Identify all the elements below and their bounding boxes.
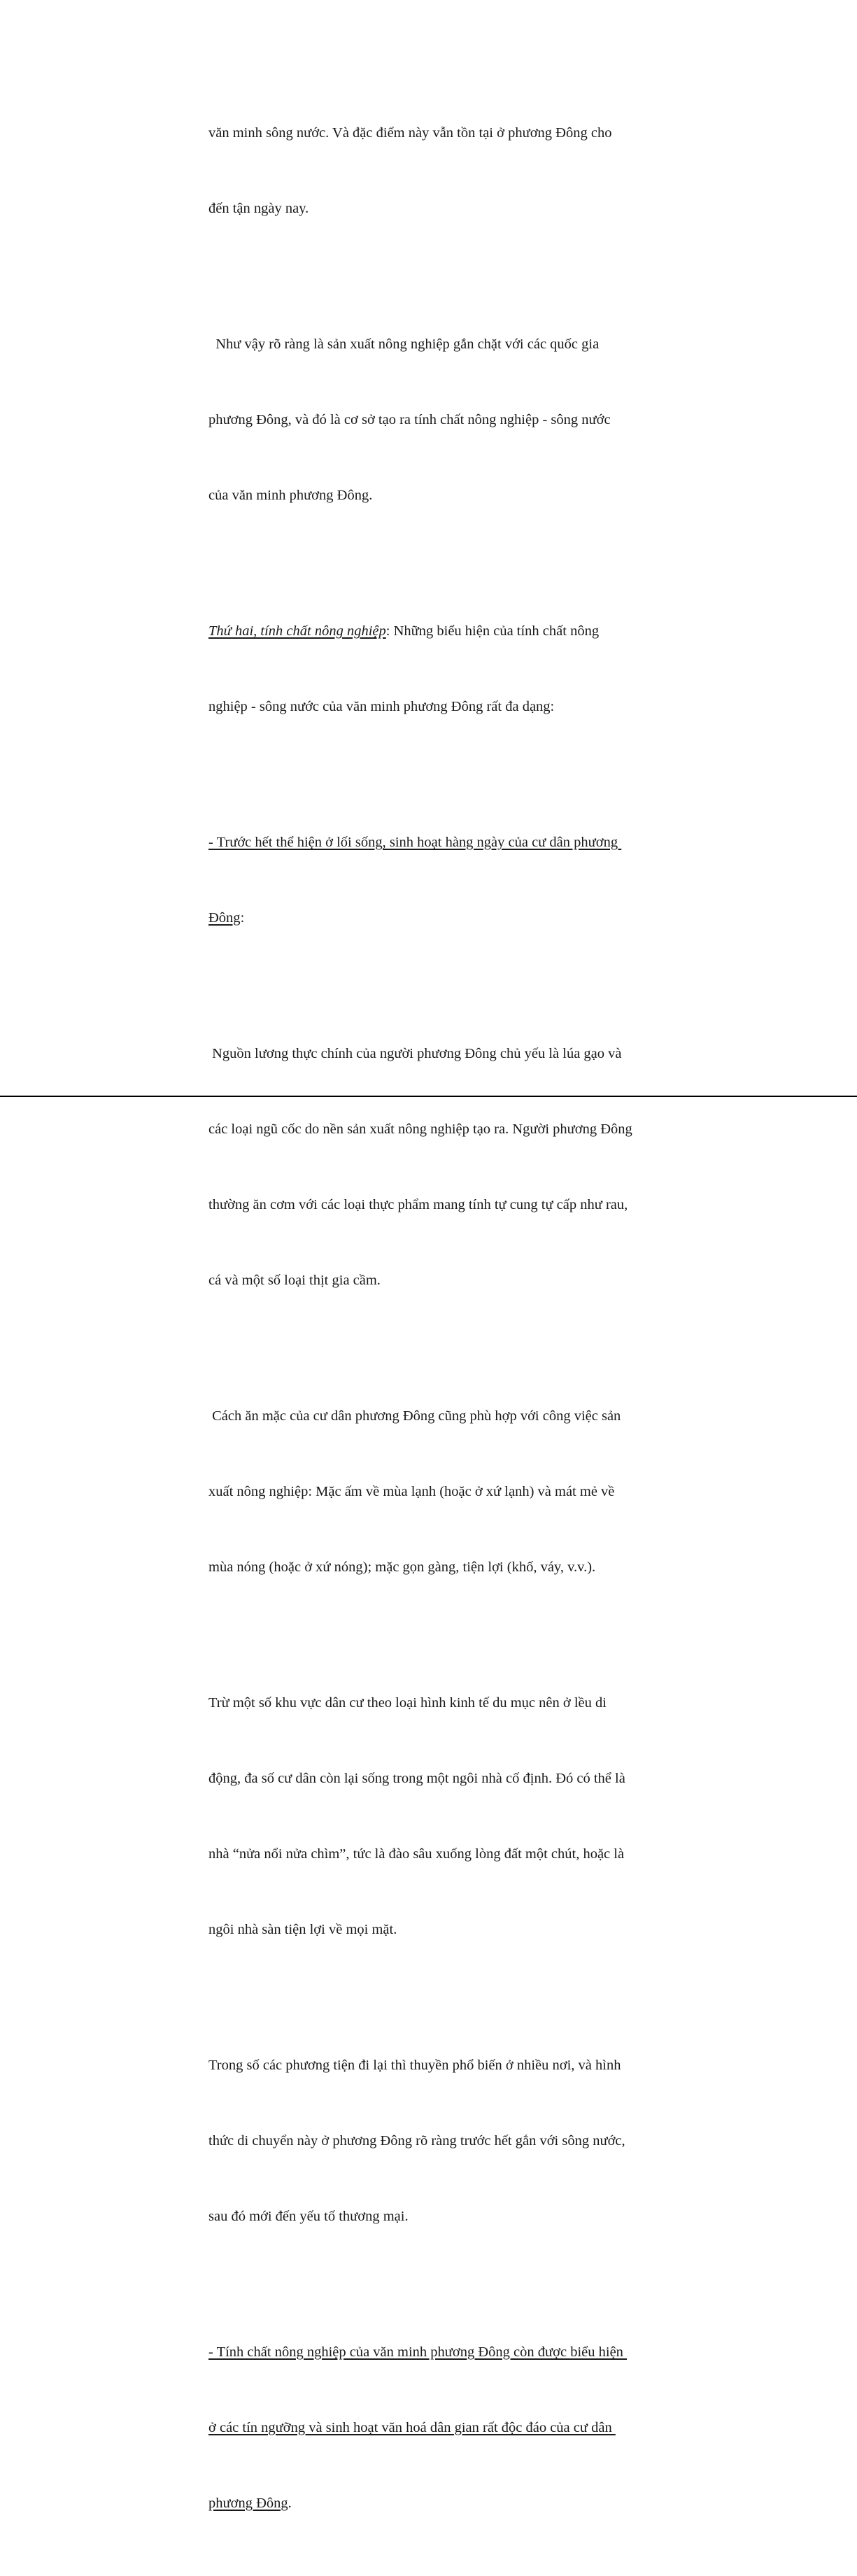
text-line: ngôi nhà sàn tiện lợi về mọi mặt. [208, 1922, 397, 1937]
text-line [208, 2491, 649, 2516]
text-line: động, đa số cư dân còn lại sống trong một ngôi nhà cố định. Đó có thể là [208, 1771, 625, 1786]
text-line: Cách ăn mặc của cư dân phương Đông cũng phù hợp với công việc sản [208, 1408, 621, 1424]
paragraph-2 [208, 281, 649, 558]
page-bottom-border [0, 1096, 857, 1097]
paragraph-9 [208, 2289, 649, 2566]
underlined-heading-line: ở các tín ngưỡng và sinh hoạt văn hoá dân gian rất độc đáo của cư dân [208, 2420, 616, 2435]
text-run: : [240, 910, 245, 926]
text-line: Trừ một số khu vực dân cư theo loại hình kinh tế du mục nên ở lều di [208, 1695, 607, 1711]
paragraph-7 [208, 1640, 649, 1993]
underlined-heading-line: - Tính chất nông nghiệp của văn minh phương Đông còn được biểu hiện [208, 2344, 628, 2360]
paragraph-5 [208, 991, 649, 1343]
text-line [208, 905, 649, 930]
text-line: của văn minh phương Đông. [208, 488, 373, 503]
document-page [208, 70, 649, 2576]
underlined-word: phương Đông [208, 2496, 288, 2511]
text-line: thức di chuyển này ở phương Đông rõ ràng trước hết gắn với sông nước, [208, 2133, 625, 2149]
text-line: thường ăn cơm với các loại thực phẩm mang tính tự cung tự cấp như rau, [208, 1197, 628, 1212]
text-line: phương Đông, và đó là cơ sở tạo ra tính chất nông nghiệp - sông nước [208, 412, 611, 427]
paragraph-6 [208, 1353, 649, 1630]
paragraph-3 [208, 568, 649, 770]
paragraph-8 [208, 2002, 649, 2279]
paragraph-1 [208, 70, 649, 271]
text-line: cá và một số loại thịt gia cầm. [208, 1273, 381, 1288]
text-line: nghiệp - sông nước của văn minh phương Đông rất đa dạng: [208, 699, 555, 714]
text-line: mùa nóng (hoặc ở xứ nóng); mặc gọn gàng, tiện lợi (khố, váy, v.v.). [208, 1559, 596, 1575]
text-line [208, 618, 649, 644]
text-run: : Những biểu hiện của tính chất nông [385, 623, 600, 639]
text-line: Như vậy rõ ràng là sản xuất nông nghiệp gắn chặt với các quốc gia [208, 337, 600, 352]
underlined-heading-line: - Trước hết thể hiện ở lối sống, sinh hoạt hàng ngày của cư dân phương [208, 835, 622, 850]
text-line: nhà “nửa nổi nửa chìm”, tức là đào sâu xuống lòng đất một chút, hoặc là [208, 1846, 625, 1862]
text-run: . [288, 2496, 292, 2511]
text-line: các loại ngũ cốc do nền sản xuất nông nghiệp tạo ra. Người phương Đông [208, 1121, 632, 1137]
text-line: xuất nông nghiệp: Mặc ấm về mùa lạnh (hoặc ở xứ lạnh) và mát mẻ về [208, 1484, 615, 1499]
text-line: đến tận ngày nay. [208, 201, 309, 216]
text-line: Nguồn lương thực chính của người phương Đông chủ yếu là lúa gạo và [208, 1046, 622, 1061]
underlined-word: Đông [208, 910, 241, 926]
text-line: văn minh sông nước. Và đặc điểm này vẫn tồn tại ở phương Đông cho [208, 125, 612, 141]
text-line: Trong số các phương tiện đi lại thì thuyền phổ biến ở nhiều nơi, và hình [208, 2058, 621, 2073]
paragraph-4 [208, 779, 649, 981]
text-line: sau đó mới đến yếu tố thương mại. [208, 2209, 409, 2224]
section-heading: Thứ hai, tính chất nông nghiệp [208, 623, 386, 639]
